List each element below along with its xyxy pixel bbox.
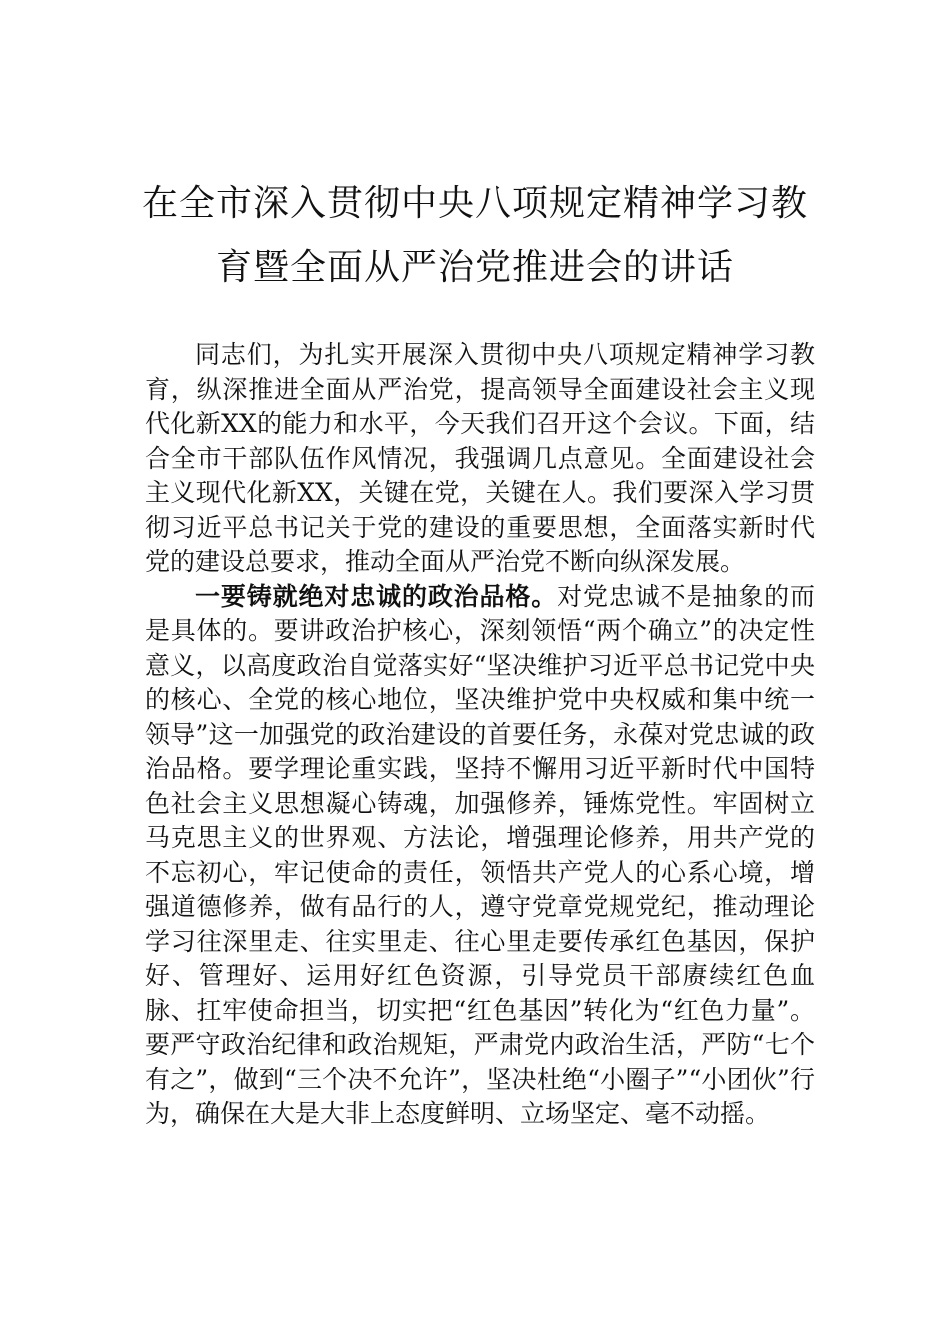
section-one-body: 对党忠诚不是抽象的而是具体的。要讲政治护核心，深刻领悟“两个确立”的决定性意义，以高度政治自觉落实好“坚决维护习近平总书记党中央的核心、全党的核心地位，坚决维护党中央权威和集中统一领导”这一加强党的政治建设的首要任务，永葆对党忠诚的政治品格。要学理论重实践，坚持不懈用习近平新时代中国特色社会主义思想凝心铸魂，加强修养，锤炼党性。牢固树立马克思主义的世界观、方法论，增强理论修养，用共产党的不忘初心，牢记使命的责任，领悟共产党人的心系心境，增强道德修养，做有品行的人，遵守党章党规党纪，推动理论学习往深里走、往实里走、往心里走要传承红色基因，保护好、管理好、运用好红色资源，引导党员干部赓续红色血脉、扛牢使命担当，切实把“红色基因”转化为“红色力量”。要严守政治纪律和政治规矩，严肃党内政治生活，严防“七个有之”，做到“三个决不允许”，坚决杜绝“小圈子”“小团伙”行为，确保在大是大非上态度鲜明、立场坚定、毫不动摇。: [145, 581, 815, 1128]
document-body: [145, 338, 815, 1132]
title-line-1: 在全市深入贯彻中央八项规定精神学习教: [141, 183, 808, 224]
paragraph-opening: 同志们，为扎实开展深入贯彻中央八项规定精神学习教育，纵深推进全面从严治党，提高领导全面建设社会主义现代化新XX的能力和水平，今天我们召开这个会议。下面，结合全市干部队伍作风情况，我强调几点意见。全面建设社会主义现代化新XX，关键在党，关键在人。我们要深入学习贯彻习近平总书记关于党的建设的重要思想，全面落实新时代党的建设总要求，推动全面从严治党不断向纵深发展。: [145, 340, 815, 576]
document-title: [110, 172, 840, 300]
section-one-heading: 一要铸就绝对忠诚的政治品格。: [195, 581, 558, 611]
paragraph-section-one: [145, 580, 815, 1132]
title-line-2: 育暨全面从严治党推进会的讲话: [215, 247, 734, 288]
